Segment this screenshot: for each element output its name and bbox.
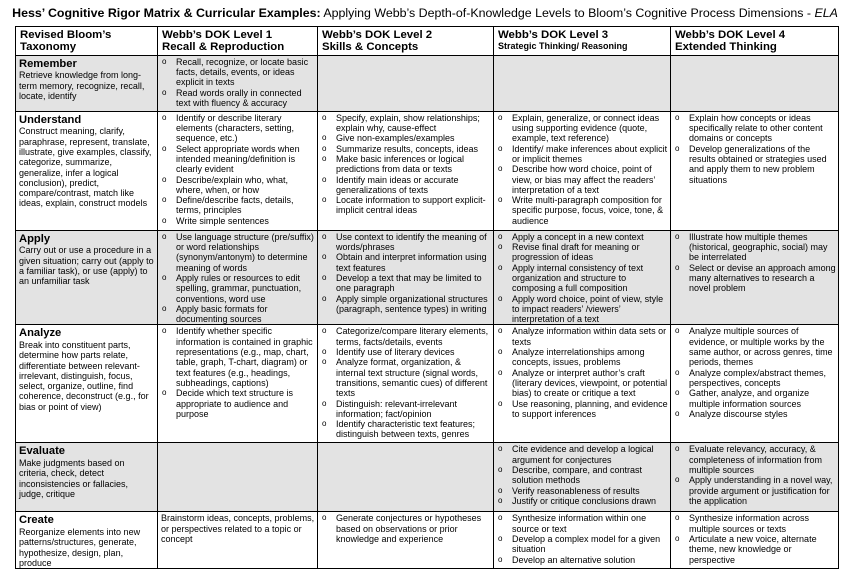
- example-list: [161, 57, 315, 108]
- header-dok-2: Webb’s DOK Level 2 Skills & Concepts: [318, 27, 494, 56]
- example-list: [161, 113, 315, 226]
- example-list: [321, 232, 491, 314]
- example-item: o Gather, analyze, and organize multiple information sources: [674, 388, 836, 409]
- bloom-cell: [16, 230, 158, 325]
- bloom-description: Make judgments based on criteria, check, detect inconsistencies or fallacies, judge, critique: [19, 457, 129, 499]
- example-list: [497, 326, 668, 419]
- example-list: [497, 232, 668, 325]
- dok-2-cell: [318, 443, 494, 512]
- example-item: o Identify or describe literary elements (characters, setting, sequence, etc.): [161, 113, 315, 144]
- dok-2-cell: [318, 111, 494, 230]
- bloom-cell: [16, 443, 158, 512]
- example-item: o Synthesize information across multiple sources or texts: [674, 513, 836, 534]
- example-item: o Explain, generalize, or connect ideas using supporting evidence (quote, example, text reference): [497, 113, 668, 144]
- header-bloom: Revised Bloom’s Taxonomy: [16, 27, 158, 56]
- example-item: o Analyze discourse styles: [674, 409, 836, 419]
- example-item: o Apply simple organizational structures (paragraph, sentence types) in writing: [321, 294, 491, 315]
- example-item: o Develop a complex model for a given situation: [497, 534, 668, 555]
- header-row: [16, 27, 839, 56]
- example-item: o Summarize results, concepts, ideas: [321, 144, 491, 154]
- example-item: o Make basic inferences or logical predictions from data or texts: [321, 154, 491, 175]
- dok-3-cell: [494, 512, 671, 569]
- example-item: o Use language structure (pre/suffix) or word relationships (synonym/antonym) to determine meaning of words: [161, 232, 315, 273]
- bloom-category: Evaluate: [19, 445, 66, 458]
- example-list: [321, 513, 491, 544]
- bloom-cell: [16, 55, 158, 111]
- example-item: o Analyze or interpret author’s craft (literary devices, viewpoint, or potential bias) to create or critique a text: [497, 368, 668, 399]
- example-list: [674, 513, 836, 564]
- example-item: o Analyze multiple sources of evidence, or multiple works by the same author, or across genres, time periods, themes: [674, 326, 836, 367]
- bloom-cell: [16, 111, 158, 230]
- dok-1-cell: [158, 230, 318, 325]
- bloom-cell: [16, 512, 158, 569]
- dok-4-cell: [671, 55, 839, 111]
- cognitive-rigor-matrix: [15, 26, 839, 569]
- example-item: o Cite evidence and develop a logical argument for conjectures: [497, 444, 668, 465]
- dok-1-cell: [158, 55, 318, 111]
- bloom-description: Construct meaning, clarify, paraphrase, represent, translate, illustrate, give examples, classify, categorize, summarize, generalize, infer a logical conclusion), predict, compare/contrast, match like ideas, explain, construct models: [19, 126, 152, 209]
- bloom-description: Retrieve knowledge from long-term memory, recognize, recall, locate, identify: [19, 70, 145, 101]
- example-item: o Develop generalizations of the results obtained or strategies used and apply them to new problem situations: [674, 144, 836, 185]
- example-text: Brainstorm ideas, concepts, problems, or perspectives related to a topic or concept: [161, 513, 315, 545]
- example-list: [674, 113, 836, 185]
- dok-4-cell: [671, 111, 839, 230]
- example-item: o Decide which text structure is appropriate to audience and purpose: [161, 388, 315, 419]
- bloom-category: Create: [19, 514, 54, 527]
- example-item: o Apply rules or resources to edit spelling, grammar, punctuation, conventions, word use: [161, 273, 315, 304]
- example-item: o Identify main ideas or accurate generalizations of texts: [321, 175, 491, 196]
- example-item: o Develop a text that may be limited to one paragraph: [321, 273, 491, 294]
- example-list: [321, 113, 491, 216]
- example-item: o Define/describe facts, details, terms, principles: [161, 195, 315, 216]
- header-dok-1: Webb’s DOK Level 1 Recall & Reproduction: [158, 27, 318, 56]
- dok-1-cell: [158, 325, 318, 443]
- dok-3-cell: [494, 230, 671, 325]
- dok-1-cell: [158, 512, 318, 569]
- example-list: [321, 326, 491, 439]
- title-bold: Hess’ Cognitive Rigor Matrix & Curricular Examples:: [12, 6, 321, 20]
- dok-2-cell: [318, 512, 494, 569]
- dok-3-cell: [494, 325, 671, 443]
- title-italic: ELA: [814, 6, 838, 20]
- example-item: o Use reasoning, planning, and evidence to support inferences: [497, 399, 668, 420]
- example-item: o Apply understanding in a novel way, provide argument or justification for the application: [674, 475, 836, 506]
- example-item: o Revise final draft for meaning or progression of ideas: [497, 242, 668, 263]
- example-list: [161, 326, 315, 419]
- example-list: [497, 513, 668, 564]
- page-title: [0, 6, 850, 20]
- example-item: o Identify use of literary devices: [321, 347, 491, 357]
- header-dok-4: Webb’s DOK Level 4 Extended Thinking: [671, 27, 839, 56]
- example-item: o Read words orally in connected text with fluency & accuracy: [161, 88, 315, 109]
- example-item: o Select or devise an approach among many alternatives to research a novel problem: [674, 263, 836, 294]
- example-item: o Generate conjectures or hypotheses based on observations or prior knowledge and experience: [321, 513, 491, 544]
- example-item: o Write simple sentences: [161, 216, 315, 226]
- example-item: o Apply a concept in a new context: [497, 232, 668, 242]
- dok-3-cell: [494, 55, 671, 111]
- bloom-description: Carry out or use a procedure in a given situation; carry out (apply to a familiar task), or use (apply) to an unfamiliar task: [19, 245, 154, 287]
- example-item: o Distinguish: relevant-irrelevant information; fact/opinion: [321, 399, 491, 420]
- example-item: o Identify whether specific information is contained in graphic representations (e.g., map, chart, table, graph, T-chart, diagram) or text features (e.g., headings, subheadings, captions): [161, 326, 315, 388]
- example-item: o Analyze information within data sets or texts: [497, 326, 668, 347]
- example-item: o Select appropriate words when intended meaning/definition is clearly evident: [161, 144, 315, 175]
- example-item: o Analyze complex/abstract themes, perspectives, concepts: [674, 368, 836, 389]
- dok-2-cell: [318, 230, 494, 325]
- example-list: [497, 444, 668, 506]
- example-item: o Evaluate relevancy, accuracy, & completeness of information from multiple sources: [674, 444, 836, 475]
- dok-4-cell: [671, 443, 839, 512]
- dok-4-cell: [671, 230, 839, 325]
- example-list: [674, 232, 836, 294]
- example-item: o Apply word choice, point of view, style to impact readers’ /viewers’ interpretation of a text: [497, 294, 668, 325]
- example-item: o Describe/explain who, what, where, when, or how: [161, 175, 315, 196]
- example-list: [674, 444, 836, 506]
- example-item: o Recall, recognize, or locate basic facts, details, events, or ideas explicit in texts: [161, 57, 315, 88]
- matrix-row-understand: [16, 111, 839, 230]
- example-item: o Specify, explain, show relationships; explain why, cause-effect: [321, 113, 491, 134]
- bloom-category: Understand: [19, 113, 82, 126]
- example-item: o Identify/ make inferences about explicit or implicit themes: [497, 144, 668, 165]
- matrix-row-analyze: [16, 325, 839, 443]
- dok-4-cell: [671, 325, 839, 443]
- bloom-cell: [16, 325, 158, 443]
- example-item: o Apply internal consistency of text organization and structure to composing a full composition: [497, 263, 668, 294]
- example-item: o Apply basic formats for documenting sources: [161, 304, 315, 325]
- bloom-description: Break into constituent parts, determine how parts relate, differentiate between relevant-irrelevant, distinguish, focus, select, organize, outline, find coherence, deconstruct (e.g., for bias or point of view): [19, 339, 149, 412]
- example-item: o Describe, compare, and contrast solution methods: [497, 465, 668, 486]
- example-item: o Categorize/compare literary elements, terms, facts/details, events: [321, 326, 491, 347]
- header-dok-3: Webb’s DOK Level 3 Strategic Thinking/ Reasoning: [494, 27, 671, 56]
- example-item: o Obtain and interpret information using text features: [321, 252, 491, 273]
- example-item: o Verify reasonableness of results: [497, 486, 668, 496]
- example-item: o Analyze format, organization, & internal text structure (signal words, transitions, semantic cues) of different texts: [321, 357, 491, 398]
- example-list: [497, 113, 668, 226]
- bloom-description: Reorganize elements into new patterns/structures, generate, hypothesize, design, plan, produce: [19, 526, 141, 568]
- example-list: [674, 326, 836, 419]
- example-item: o Write multi-paragraph composition for specific purpose, focus, voice, tone, & audience: [497, 195, 668, 226]
- matrix-row-evaluate: [16, 443, 839, 512]
- example-item: o Locate information to support explicit-implicit central ideas: [321, 195, 491, 216]
- example-item: o Develop an alternative solution: [497, 555, 668, 565]
- example-item: o Justify or critique conclusions drawn: [497, 496, 668, 506]
- title-normal: Applying Webb’s Depth-of-Knowledge Levels to Bloom’s Cognitive Process Dimensions -: [320, 6, 815, 20]
- dok-1-cell: [158, 111, 318, 230]
- dok-2-cell: [318, 325, 494, 443]
- dok-2-cell: [318, 55, 494, 111]
- example-item: o Synthesize information within one source or text: [497, 513, 668, 534]
- example-item: o Give non-examples/examples: [321, 133, 491, 143]
- matrix-row-create: [16, 512, 839, 569]
- dok-4-cell: [671, 512, 839, 569]
- dok-3-cell: [494, 111, 671, 230]
- dok-3-cell: [494, 443, 671, 512]
- example-item: o Use context to identify the meaning of words/phrases: [321, 232, 491, 253]
- example-item: o Illustrate how multiple themes (historical, geographic, social) may be interrelated: [674, 232, 836, 263]
- example-item: o Identify characteristic text features; distinguish between texts, genres: [321, 419, 491, 440]
- bloom-category: Analyze: [19, 327, 62, 340]
- dok-1-cell: [158, 443, 318, 512]
- bloom-category: Remember: [19, 57, 77, 70]
- example-item: o Describe how word choice, point of view, or bias may affect the readers’ interpretation of a text: [497, 164, 668, 195]
- example-item: o Articulate a new voice, alternate theme, new knowledge or perspective: [674, 534, 836, 565]
- example-item: o Analyze interrelationships among concepts, issues, problems: [497, 347, 668, 368]
- matrix-row-remember: [16, 55, 839, 111]
- example-item: o Explain how concepts or ideas specifically relate to other content domains or concepts: [674, 113, 836, 144]
- bloom-category: Apply: [19, 232, 51, 245]
- example-list: [161, 232, 315, 325]
- matrix-row-apply: [16, 230, 839, 325]
